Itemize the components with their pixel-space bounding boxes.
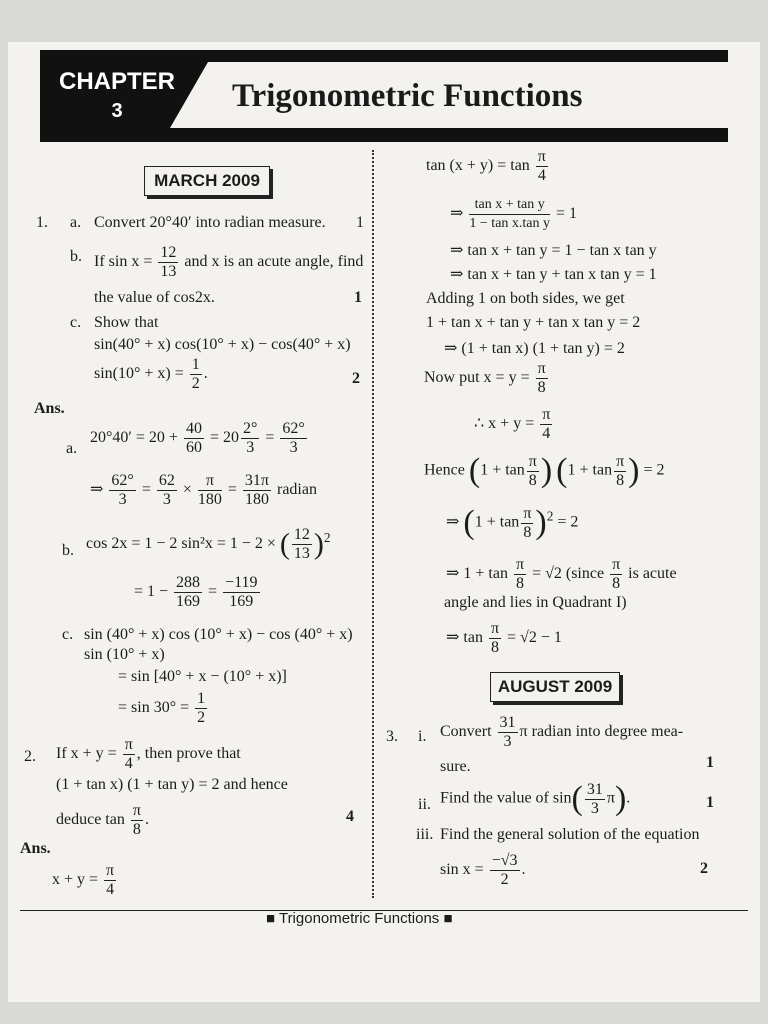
q1c-line2: sin(40° + x) cos(10° + x) − cos(40° + x) bbox=[94, 336, 351, 353]
ans-c-line4: = sin 30° = $\frac{1}{2}$ bbox=[118, 690, 206, 726]
q2-line1: If x + y = $\frac{\pi}{4}$ , then prove that bbox=[56, 736, 241, 772]
q1b-mark: 1 bbox=[354, 289, 362, 306]
r-line11: ⇒ (1 + tan $\frac{\pi}{8}$ )$^2$ = 2 bbox=[446, 504, 579, 541]
q1b-label: b. bbox=[70, 248, 82, 265]
q3i-label: i. bbox=[418, 728, 427, 745]
q2-number: 2. bbox=[24, 748, 36, 765]
chapter-title: Trigonometric Functions bbox=[232, 78, 583, 114]
ans2-line1: x + y = $\frac{\pi}{4}$ bbox=[52, 862, 115, 898]
q1c-text: Show that bbox=[94, 314, 159, 331]
r-line2: ⇒ $\frac{\text{tan x + tan y}}{\text{1 − tan x.tan y}}$ = 1 bbox=[450, 197, 578, 231]
q1c-label: c. bbox=[70, 314, 82, 331]
ans-b-line1: cos 2x = 1 − 2 sin²x = 1 − 2 × ( $\frac{12}{13}$ )$^2$ bbox=[86, 526, 331, 562]
r-line12: ⇒ 1 + tan $\frac{\pi}{8}$ = √2 (since $\frac{\pi}{8}$ is acute bbox=[446, 556, 677, 592]
ans-c-label: c. bbox=[62, 626, 74, 643]
q3i-line2: sure. bbox=[440, 758, 471, 775]
ans-b-label: b. bbox=[62, 542, 74, 559]
r-line4: ⇒ tan x + tan y + tan x tan y = 1 bbox=[450, 266, 657, 283]
ans-c-line3: = sin [40° + x − (10° + x)] bbox=[118, 668, 287, 685]
ans-c-line2: sin (10° + x) bbox=[84, 646, 165, 663]
ans-a-label: a. bbox=[66, 440, 78, 457]
q1b-line1: If sin x = $\frac{12}{13}$ and x is an acute angle, find bbox=[94, 244, 364, 280]
r-line5: Adding 1 on both sides, we get bbox=[426, 290, 625, 307]
r-line8: Now put x = y = $\frac{\pi}{8}$ bbox=[424, 360, 546, 396]
q3iii-mark: 2 bbox=[700, 860, 708, 877]
q1a-label: a. bbox=[70, 214, 82, 231]
ans-label: Ans. bbox=[34, 400, 65, 417]
footer-text: ■ Trigonometric Functions ■ bbox=[266, 910, 453, 927]
q3i-mark: 1 bbox=[706, 754, 714, 771]
q1a-text: Convert 20°40′ into radian measure. bbox=[94, 214, 326, 231]
q2-line2: (1 + tan x) (1 + tan y) = 2 and hence bbox=[56, 776, 288, 793]
q3-number: 3. bbox=[386, 728, 398, 745]
r-line14: ⇒ tan $\frac{\pi}{8}$ = √2 − 1 bbox=[446, 620, 562, 656]
section-box-march-2009: MARCH 2009 bbox=[144, 166, 270, 196]
r-line1: tan (x + y) = tan $\frac{\pi}{4}$ bbox=[426, 148, 546, 184]
r-line10: Hence (1 + tan $\frac{\pi}{8}$ ) (1 + tan $\frac{\pi}{8}$ ) = 2 bbox=[424, 452, 665, 489]
q3ii-label: ii. bbox=[418, 796, 431, 813]
section-box-august-2009: AUGUST 2009 bbox=[490, 672, 620, 702]
r-line9: ∴ x + y = $\frac{\pi}{4}$ bbox=[474, 406, 551, 442]
q3ii-line1: Find the value of sin( $\frac{31}{3}$ π). bbox=[440, 780, 631, 817]
r-line6: 1 + tan x + tan y + tan x tan y = 2 bbox=[426, 314, 641, 331]
q1b-line2: the value of cos2x. bbox=[94, 289, 215, 306]
q1-number: 1. bbox=[36, 214, 48, 231]
q2-mark: 4 bbox=[346, 808, 354, 825]
page bbox=[8, 42, 760, 1002]
q3ii-mark: 1 bbox=[706, 794, 714, 811]
q1c-mark: 2 bbox=[352, 370, 360, 387]
ans-b-line2: = 1 − $\frac{288}{169}$ = $\frac{-119}{169}$ bbox=[134, 574, 258, 610]
ans2-label: Ans. bbox=[20, 840, 51, 857]
ans-a-line2: ⇒ $\frac{62^\circ}{3}$ = $\frac{62}{3}$ × $\frac{\pi}{180}$ = $\frac{31\pi}{180}$ radian bbox=[90, 472, 317, 508]
chapter-number: 3 bbox=[111, 100, 123, 122]
q3i-line1: Convert $\frac{31}{3}$ π radian into degree mea- bbox=[440, 714, 684, 750]
r-line3: ⇒ tan x + tan y = 1 − tan x tan y bbox=[450, 242, 657, 259]
r-line7: ⇒ (1 + tan x) (1 + tan y) = 2 bbox=[444, 340, 625, 357]
q3iii-line1: Find the general solution of the equation bbox=[440, 826, 700, 843]
q3iii-label: iii. bbox=[416, 826, 434, 843]
q3iii-line2: sin x = $\frac{-√3}{2}$ . bbox=[440, 852, 526, 888]
chapter-label: CHAPTER bbox=[58, 68, 175, 95]
q1c-line3: sin(10° + x) = $\frac{1}{2}$ . bbox=[94, 356, 208, 392]
ans-a-line1: 20°40′ = 20 + $\frac{40}{60}$ = 20 $\frac{2^\circ}{3}$ = $\frac{62^\circ}{3}$ bbox=[90, 420, 305, 456]
q2-line3: deduce tan $\frac{\pi}{8}$ . bbox=[56, 802, 149, 838]
r-line13: angle and lies in Quadrant I) bbox=[444, 594, 627, 611]
q1a-mark: 1 bbox=[356, 214, 364, 231]
ans-c-line1: sin (40° + x) cos (10° + x) − cos (40° + x) bbox=[84, 626, 353, 643]
column-separator bbox=[372, 150, 374, 898]
